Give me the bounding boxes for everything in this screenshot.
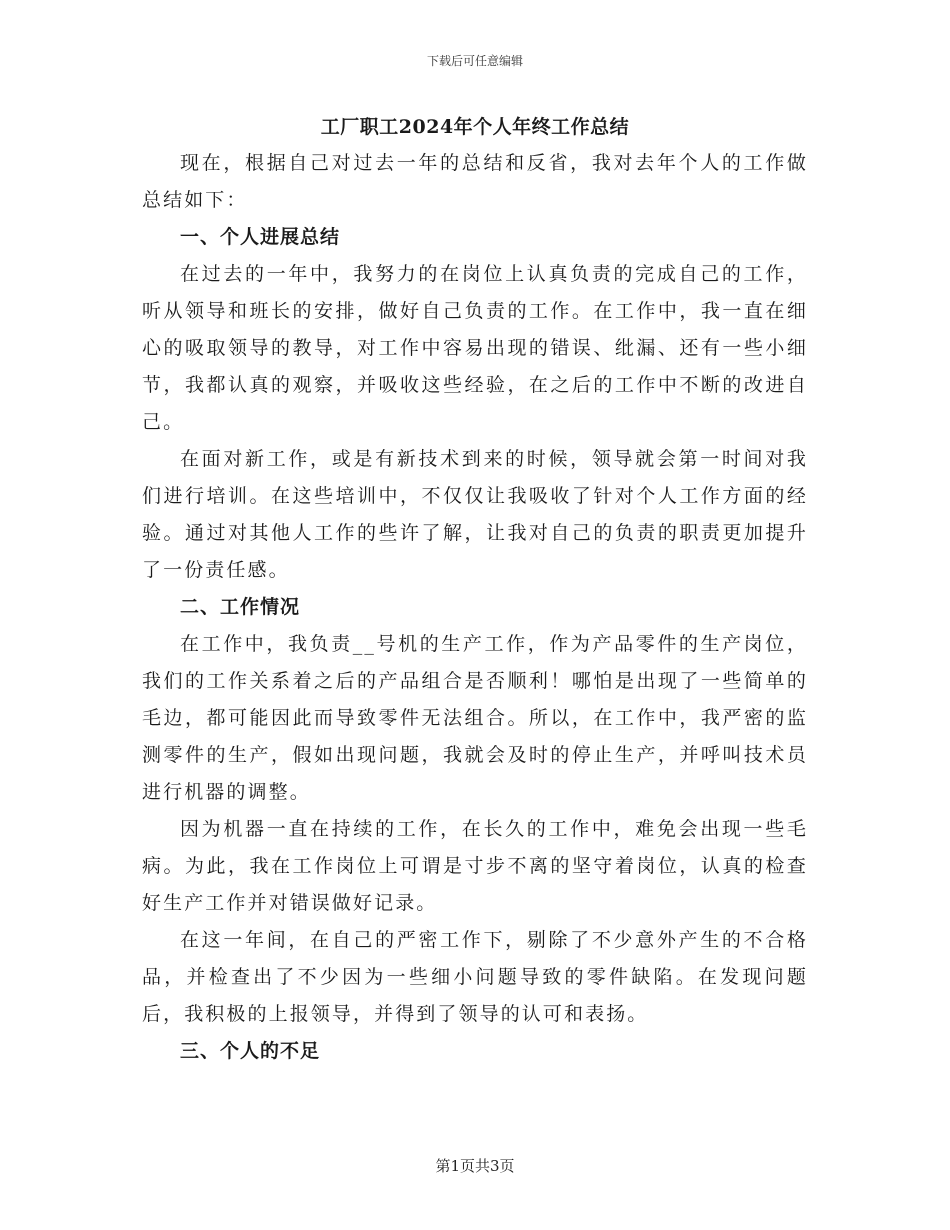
paragraph: 在这一年间，在自己的严密工作下，剔除了不少意外产生的不合格品，并检查出了不少因为一些细小问题导致的零件缺陷。在发现问题后，我积极的上报领导，并得到了领导的认可和表扬。 bbox=[142, 929, 808, 1025]
paragraph: 现在，根据自己对过去一年的总结和反省，我对去年个人的工作做总结如下： bbox=[142, 152, 808, 211]
paragraph: 在工作中，我负责__号机的生产工作，作为产品零件的生产岗位，我们的工作关系着之后的产品组合是否顺利！哪怕是出现了一些简单的毛边，都可能因此而导致零件无法组合。所以，在工作中，我严密的监测零件的生产，假如出现问题，我就会及时的停止生产，并呼叫技术员进行机器的调整。 bbox=[142, 633, 808, 803]
section-heading: 二、工作情况 bbox=[180, 596, 301, 618]
document-title: 工厂职工2024年个人年终工作总结 bbox=[320, 116, 630, 138]
section-heading: 三、个人的不足 bbox=[180, 1040, 321, 1062]
section-heading: 一、个人进展总结 bbox=[180, 226, 341, 248]
page-indicator: 第1页共3页 bbox=[435, 1157, 515, 1175]
paragraph: 在面对新工作，或是有新技术到来的时候，领导就会第一时间对我们进行培训。在这些培训中，不仅仅让我吸收了针对个人工作方面的经验。通过对其他人工作的些许了解，让我对自己的负责的职责更加提升了一份责任感。 bbox=[142, 448, 808, 581]
paragraph: 因为机器一直在持续的工作，在长久的工作中，难免会出现一些毛病。为此，我在工作岗位上可谓是寸步不离的坚守着岗位，认真的检查好生产工作并对错误做好记录。 bbox=[142, 818, 808, 914]
document-body bbox=[142, 145, 808, 1070]
paragraph: 在过去的一年中，我努力的在岗位上认真负责的完成自己的工作，听从领导和班长的安排，做好自己负责的工作。在工作中，我一直在细心的吸取领导的教导，对工作中容易出现的错误、纰漏、还有一些小细节，我都认真的观察，并吸收这些经验，在之后的工作中不断的改进自己。 bbox=[142, 263, 808, 433]
header-note: 下载后可任意编辑 bbox=[426, 54, 523, 68]
